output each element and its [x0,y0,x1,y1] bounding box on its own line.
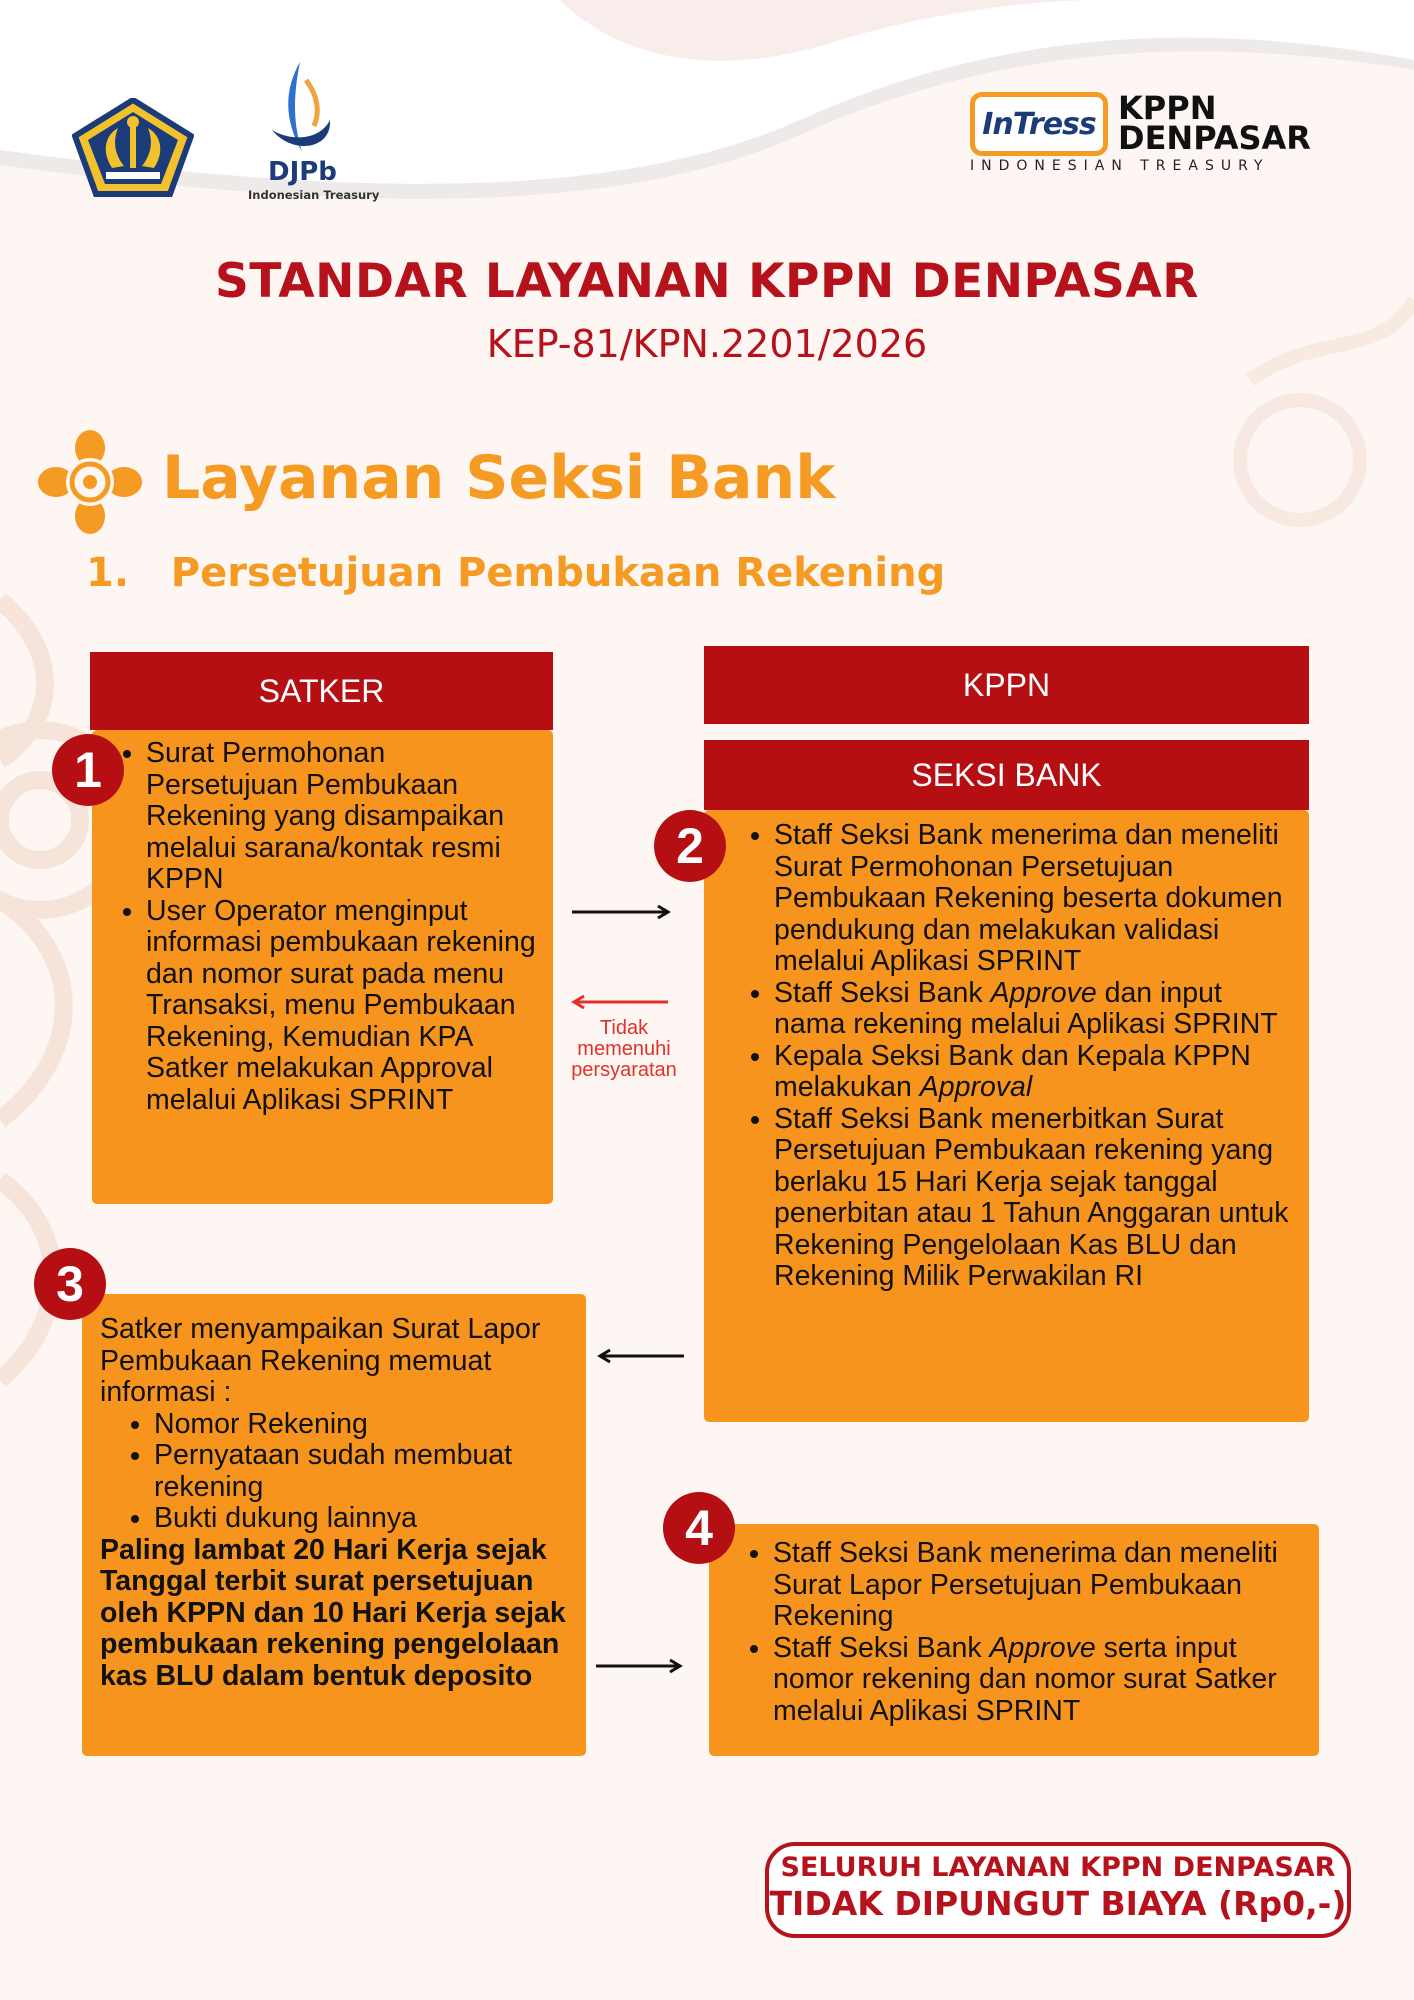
djpb-tagline: Indonesian Treasury [248,188,380,202]
section-title: Layanan Seksi Bank [162,443,836,513]
step2-item-1: • Staff Seksi Bank menerima dan meneliti Surat Permohonan Persetujuan Pembukaan Rekening beserta dokumen pendukung dan melakukan validasi melalui Aplikasi SPRINT [774,820,1299,978]
step4-item-1: • Staff Seksi Bank menerima dan meneliti Surat Lapor Persetujuan Pembukaan Rekening [773,1538,1305,1633]
satker-header: SATKER [90,652,553,730]
step2-number: 2 [654,810,726,882]
intress-logo [970,92,1108,156]
arrow-step1-to-step2 [570,902,676,922]
step4-item-2-post: serta input nomor rekening dan nomor surat Satker melalui Aplikasi SPRINT [773,1631,1277,1727]
step1-item-1: • Surat Permohonan Persetujuan Pembukaan Rekening yang disampaikan melalui sarana/kontak resmi KPPN [146,738,543,896]
step1-number: 1 [52,734,124,806]
step1-box [92,730,553,1204]
sub-heading: 1. Persetujuan Pembukaan Rekening [86,550,946,596]
step4-number: 4 [663,1492,735,1564]
step3-list [100,1409,572,1535]
step2-item-2-em: Approve [990,976,1097,1009]
step1-item-2: • User Operator menginput informasi pembukaan rekening dan nomor surat pada menu Transaksi, menu Pembukaan Rekening, Kemudian KPA Satker melakukan Approval melalui Aplikasi SPRINT [146,896,543,1117]
intress-mark: InTress [982,106,1096,142]
step2-item-3-pre: Kepala Seksi Bank dan Kepala KPPN melakukan [774,1039,1251,1103]
arrow-reject-back [566,992,672,1012]
footer-line-2: TIDAK DIPUNGUT BIAYA (Rp0,-) [769,1884,1347,1923]
step2-item-2 [774,978,1299,1041]
step3-item-3: • Bukti dukung lainnya [154,1503,572,1535]
djpb-logo-icon [262,60,332,156]
kppn-logo-line2: DENPASAR [1118,119,1311,157]
step4-list [729,1538,1305,1727]
step3-deadline: Paling lambat 20 Hari Kerja sejak Tanggal terbit surat persetujuan oleh KPPN dan 10 Hari Kerja sejak pembukaan rekening pengelolaan kas BLU dalam bentuk deposito [100,1533,566,1692]
step1-list [106,738,543,1116]
kppn-header: KPPN [704,646,1309,724]
page-title: STANDAR LAYANAN KPPN DENPASAR [215,254,1199,309]
arrow-step2-to-step3 [592,1346,686,1366]
step3-number: 3 [34,1248,106,1320]
step2-item-3-em: Approval [919,1071,1033,1103]
kppn-logo-tagline: INDONESIAN TREASURY [970,158,1270,174]
footer-line-1: SELURUH LAYANAN KPPN DENPASAR [780,1852,1336,1883]
step4-item-2-em: Approve [989,1631,1096,1664]
step3-box [82,1294,586,1756]
step2-box [704,810,1309,1422]
page-subtitle: KEP-81/KPN.2201/2026 [486,322,928,366]
step3-intro: Satker menyampaikan Surat Lapor Pembukaan Rekening memuat informasi : [100,1313,541,1408]
step2-item-4: • Staff Seksi Bank menerbitkan Surat Persetujuan Pembukaan rekening yang berlaku 15 Hari Kerja sejak tanggal penerbitan atau 1 Tahun Anggaran untuk Rekening Pengelolaan Kas BLU dan Rekening Milik Perwakilan RI [774,1104,1299,1293]
seksi-bank-header: SEKSI BANK [704,740,1309,810]
reject-label: Tidak memenuhi persyaratan [571,1017,677,1081]
step3-item-1: • Nomor Rekening [154,1409,572,1441]
step2-item-2-pre: Staff Seksi Bank [774,976,991,1009]
djpb-name: DJPb [268,157,337,187]
arrow-step3-to-step4 [594,1656,688,1676]
step4-item-2-pre: Staff Seksi Bank [773,1631,990,1664]
footer-notice [765,1842,1351,1938]
kppn-logo-line1: KPPN [1118,89,1217,127]
step4-box [709,1524,1319,1756]
step4-item-2 [773,1633,1305,1728]
bali-flower-icon [38,430,142,534]
step3-item-2: • Pernyataan sudah membuat rekening [154,1440,572,1503]
step2-item-2-post: dan input nama rekening melalui Aplikasi SPRINT [774,976,1278,1040]
step2-list [740,820,1299,1293]
kemenkeu-logo [72,98,194,198]
step2-item-3 [774,1041,1299,1104]
